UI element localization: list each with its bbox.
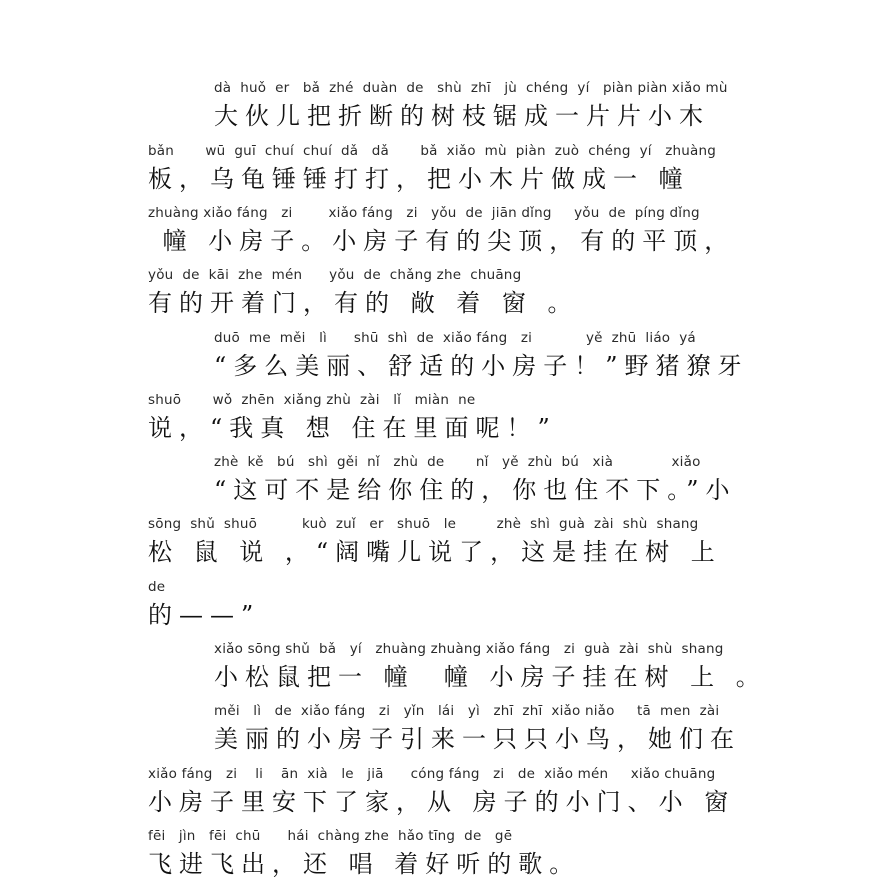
hanzi-line: 美丽的小房子引来一只只小鸟，她们在 [214,725,741,753]
pinyin-line: měi lì de xiǎo fáng zi yǐn lái yì zhī zhī xiǎo niǎo tā men zài [214,703,720,719]
pinyin-line: sōng shǔ shuō kuò zuǐ er shuō le zhè shì guà zài shù shang [148,516,699,532]
hanzi-line: 大伙儿把折断的树枝锯成一片片小木 [214,102,710,130]
pinyin-line: xiǎo fáng zi li ān xià le jiā cóng fáng zi de xiǎo mén xiǎo chuāng [148,766,716,782]
hanzi-line: 的——” [148,601,261,629]
pinyin-line: fēi jìn fēi chū hái chàng zhe hǎo tīng de gē [148,828,513,844]
pinyin-line: de [148,579,166,595]
hanzi-line: 有的开着门，有的 敞 着 窗 。 [148,289,579,317]
pinyin-line: yǒu de kāi zhe mén yǒu de chǎng zhe chuāng [148,267,522,283]
hanzi-line: “多么美丽、舒适的小房子！”野猪獠牙 [214,352,749,380]
pinyin-line: zhè kě bú shì gěi nǐ zhù de nǐ yě zhù bú xià xiǎo [214,454,701,470]
hanzi-line: “这可不是给你住的，你也住不下。”小 [214,476,737,504]
hanzi-line: 松 鼠 说 ，“阔嘴儿说了，这是挂在树 上 [148,538,722,566]
pinyin-line: shuō wǒ zhēn xiǎng zhù zài lǐ miàn ne [148,392,476,408]
hanzi-line: 板，乌龟锤锤打打，把小木片做成一 幢 [148,165,690,193]
pinyin-line: bǎn wū guī chuí chuí dǎ dǎ bǎ xiǎo mù piàn zuò chéng yí zhuàng [148,143,716,159]
pinyin-line: dà huǒ er bǎ zhé duàn de shù zhī jù chéng yí piàn piàn xiǎo mù [214,80,728,96]
hanzi-line: 小松鼠把一 幢 幢 小房子挂在树 上 。 [214,663,767,691]
hanzi-line: 幢 小房子。小房子有的尖顶，有的平顶， [148,227,736,255]
hanzi-line: 说，“我真 想 住在里面呢！” [148,414,557,442]
pinyin-line: xiǎo sōng shǔ bǎ yí zhuàng zhuàng xiǎo fáng zi guà zài shù shang [214,641,724,657]
pinyin-line: zhuàng xiǎo fáng zi xiǎo fáng zi yǒu de jiān dǐng yǒu de píng dǐng [148,205,700,221]
hanzi-line: 飞进飞出，还 唱 着好听的歌。 [148,850,581,878]
pinyin-line: duō me měi lì shū shì de xiǎo fáng zi yě zhū liáo yá [214,330,696,346]
hanzi-line: 小房子里安下了家，从 房子的小门、小 窗 [148,788,736,816]
